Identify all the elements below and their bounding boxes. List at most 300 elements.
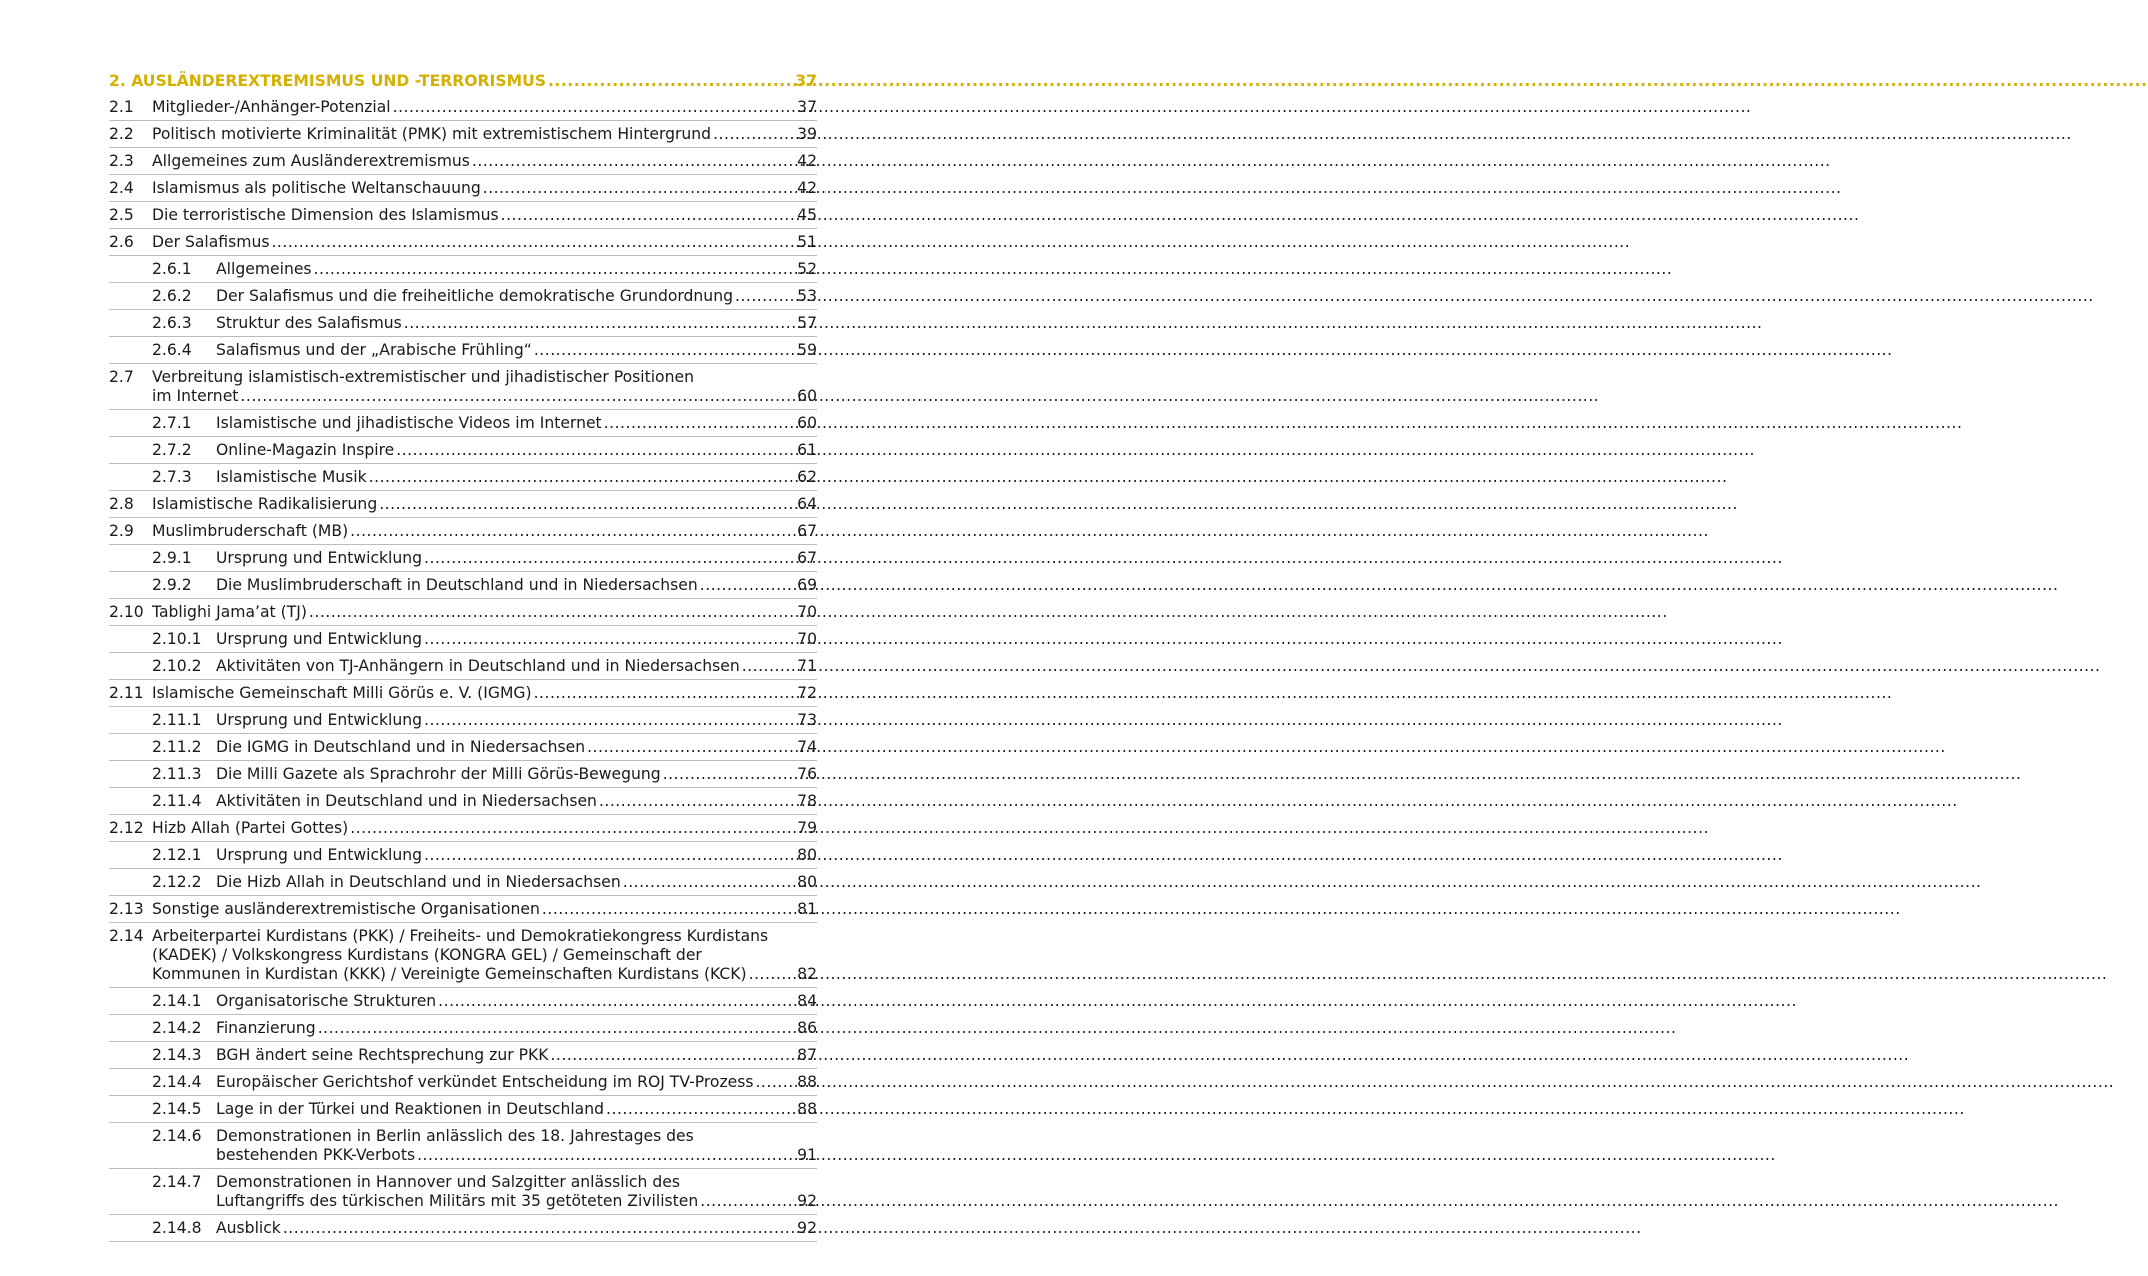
entry-last-line bbox=[216, 468, 817, 487]
entry-last-line bbox=[152, 152, 817, 171]
entry-title: Aktivitäten von TJ-Anhängern in Deutschland und in Niedersachsen bbox=[216, 657, 740, 675]
entry-text bbox=[152, 125, 817, 144]
entry-page-number: 91 bbox=[797, 1146, 817, 1164]
entry-page-number: 64 bbox=[797, 495, 817, 513]
divider bbox=[109, 1214, 817, 1215]
entry-last-line bbox=[216, 1219, 817, 1238]
toc-entry-block bbox=[109, 1100, 817, 1123]
entry-number: 2.7.3 bbox=[152, 468, 192, 486]
entry-number: 2.6 bbox=[109, 233, 134, 251]
toc-entry-block bbox=[109, 630, 817, 653]
entry-number: 2.5 bbox=[109, 206, 134, 224]
entry-number: 2.14.1 bbox=[152, 992, 202, 1010]
entry-title: Aktivitäten in Deutschland und in Niedersachsen bbox=[216, 792, 597, 810]
leader-dots bbox=[735, 287, 795, 306]
toc-entry-block bbox=[109, 341, 817, 364]
entry-last-line bbox=[152, 603, 817, 622]
entry-last-line bbox=[152, 522, 817, 541]
leader-dots bbox=[755, 1073, 795, 1092]
entry-page-number: 39 bbox=[797, 125, 817, 143]
entry-title: Luftangriffs des türkischen Militärs mit 35 getöteten Zivilisten bbox=[216, 1192, 699, 1210]
toc-entry[interactable] bbox=[109, 441, 817, 460]
leader-dots bbox=[483, 179, 795, 198]
divider bbox=[109, 1241, 817, 1242]
entry-title: Online-Magazin Inspire bbox=[216, 441, 395, 459]
entry-last-line bbox=[216, 711, 817, 730]
toc-entry-block bbox=[109, 900, 817, 923]
entry-text bbox=[216, 992, 817, 1011]
entry-page-number: 82 bbox=[797, 965, 817, 983]
divider bbox=[109, 787, 817, 788]
entry-last-line bbox=[216, 576, 817, 595]
leader-dots bbox=[548, 72, 793, 91]
toc-entry[interactable] bbox=[109, 1046, 817, 1065]
entry-page-number: 80 bbox=[797, 873, 817, 891]
toc-entry[interactable] bbox=[109, 98, 817, 117]
entry-page-number: 92 bbox=[797, 1192, 817, 1210]
entry-title: Sonstige ausländerextremistische Organisationen bbox=[152, 900, 540, 918]
entry-page-number: 76 bbox=[797, 765, 817, 783]
toc-entry[interactable] bbox=[109, 414, 817, 433]
toc-entry[interactable] bbox=[109, 495, 817, 514]
entry-number: 2.7.1 bbox=[152, 414, 192, 432]
leader-dots bbox=[404, 314, 795, 333]
toc-entry[interactable] bbox=[109, 522, 817, 541]
divider bbox=[109, 544, 817, 545]
leader-dots bbox=[424, 549, 795, 568]
toc-entry[interactable] bbox=[109, 603, 817, 622]
entry-text bbox=[152, 603, 817, 622]
toc-entry-block bbox=[109, 992, 817, 1015]
leader-dots bbox=[742, 657, 795, 676]
leader-dots bbox=[350, 819, 795, 838]
leader-dots bbox=[314, 260, 796, 279]
entry-last-line bbox=[152, 387, 817, 406]
entry-title: Ursprung und Entwicklung bbox=[216, 711, 423, 729]
entry-last-line bbox=[216, 414, 817, 433]
entry-title: Ausblick bbox=[216, 1219, 281, 1237]
toc-entry[interactable] bbox=[109, 819, 817, 838]
entry-text bbox=[216, 1073, 817, 1092]
entry-page-number: 45 bbox=[797, 206, 817, 224]
toc-entry[interactable] bbox=[109, 1019, 817, 1038]
entry-page-number: 79 bbox=[797, 819, 817, 837]
toc-entry[interactable] bbox=[109, 846, 817, 865]
entry-last-line bbox=[216, 657, 817, 676]
divider bbox=[109, 1014, 817, 1015]
entry-text bbox=[152, 927, 817, 984]
leader-dots bbox=[318, 1019, 795, 1038]
toc-entry[interactable] bbox=[109, 576, 817, 595]
entry-title: Allgemeines bbox=[216, 260, 312, 278]
toc-entry-block bbox=[109, 1046, 817, 1069]
chapter-title: AUSLÄNDEREXTREMISMUS UND -TERRORISMUS bbox=[131, 72, 546, 90]
divider bbox=[109, 868, 817, 869]
entry-last-line bbox=[216, 846, 817, 865]
entry-text bbox=[216, 738, 817, 757]
entry-number: 2.2 bbox=[109, 125, 134, 143]
entry-page-number: 67 bbox=[797, 549, 817, 567]
toc-entry-block bbox=[109, 287, 817, 310]
entry-title: Islamistische Musik bbox=[216, 468, 367, 486]
entry-title: Europäischer Gerichtshof verkündet Entscheidung im ROJ TV-Prozess bbox=[216, 1073, 754, 1091]
entry-page-number: 60 bbox=[797, 387, 817, 405]
toc-chapter-heading[interactable] bbox=[109, 72, 817, 91]
toc-entry[interactable] bbox=[109, 1127, 817, 1165]
entry-number: 2.9.2 bbox=[152, 576, 192, 594]
entry-title: Politisch motivierte Kriminalität (PMK) mit extremistischem Hintergrund bbox=[152, 125, 712, 143]
entry-title: Muslimbruderschaft (MB) bbox=[152, 522, 349, 540]
toc-entry[interactable] bbox=[109, 233, 817, 252]
entry-last-line bbox=[216, 1146, 817, 1165]
entry-page-number: 51 bbox=[797, 233, 817, 251]
toc-entry[interactable] bbox=[109, 1100, 817, 1119]
entry-text bbox=[216, 1219, 817, 1238]
divider bbox=[109, 625, 817, 626]
entry-title: Die terroristische Dimension des Islamismus bbox=[152, 206, 499, 224]
entry-last-line bbox=[152, 684, 817, 703]
leader-dots bbox=[700, 1192, 795, 1211]
entry-text bbox=[216, 287, 817, 306]
leader-dots bbox=[240, 387, 795, 406]
leader-dots bbox=[472, 152, 795, 171]
toc-entry[interactable] bbox=[109, 738, 817, 757]
entry-number: 2.3 bbox=[109, 152, 134, 170]
toc-entry[interactable] bbox=[109, 630, 817, 649]
entry-page-number: 69 bbox=[797, 576, 817, 594]
entry-last-line bbox=[216, 341, 817, 360]
toc-entry[interactable] bbox=[109, 711, 817, 730]
entry-title: Salafismus und der „Arabische Frühling“ bbox=[216, 341, 532, 359]
divider bbox=[109, 436, 817, 437]
entry-page-number: 59 bbox=[797, 341, 817, 359]
entry-last-line bbox=[216, 992, 817, 1011]
divider bbox=[109, 652, 817, 653]
toc-entry-block bbox=[109, 819, 817, 842]
divider bbox=[109, 490, 817, 491]
entry-text bbox=[216, 341, 817, 360]
entry-page-number: 37 bbox=[797, 98, 817, 116]
toc-entry[interactable] bbox=[109, 1219, 817, 1238]
entry-page-number: 53 bbox=[797, 287, 817, 305]
entry-title: Allgemeines zum Ausländerextremismus bbox=[152, 152, 470, 170]
entry-text bbox=[216, 846, 817, 865]
entry-text bbox=[152, 684, 817, 703]
entry-text bbox=[216, 711, 817, 730]
toc-entry-block bbox=[109, 495, 817, 518]
leader-dots bbox=[309, 603, 795, 622]
entry-page-number: 61 bbox=[797, 441, 817, 459]
entry-text bbox=[216, 576, 817, 595]
entry-last-line bbox=[216, 1073, 817, 1092]
entry-page-number: 88 bbox=[797, 1073, 817, 1091]
entry-last-line bbox=[216, 314, 817, 333]
divider bbox=[109, 1168, 817, 1169]
entry-page-number: 71 bbox=[797, 657, 817, 675]
entry-title: Struktur des Salafismus bbox=[216, 314, 402, 332]
toc-entry[interactable] bbox=[109, 368, 817, 406]
toc-entry-block bbox=[109, 603, 817, 626]
entry-number: 2.10 bbox=[109, 603, 144, 621]
entry-number: 2.13 bbox=[109, 900, 144, 918]
divider bbox=[109, 1122, 817, 1123]
entry-title: im Internet bbox=[152, 387, 239, 405]
toc-entry[interactable] bbox=[109, 179, 817, 198]
entry-number: 2.12 bbox=[109, 819, 144, 837]
toc-entry-block bbox=[109, 179, 817, 202]
entry-last-line bbox=[216, 738, 817, 757]
entry-text bbox=[152, 152, 817, 171]
entry-text bbox=[216, 260, 817, 279]
toc-entry-block bbox=[109, 98, 817, 121]
entry-text bbox=[152, 495, 817, 514]
divider bbox=[109, 571, 817, 572]
entry-title: Islamistische Radikalisierung bbox=[152, 495, 378, 513]
entry-page-number: 80 bbox=[797, 846, 817, 864]
leader-dots bbox=[534, 684, 796, 703]
toc-entry-block bbox=[109, 414, 817, 437]
divider bbox=[109, 363, 817, 364]
entry-text bbox=[216, 1173, 817, 1211]
leader-dots bbox=[749, 965, 796, 984]
leader-dots bbox=[424, 711, 795, 730]
entry-title: bestehenden PKK-Verbots bbox=[216, 1146, 416, 1164]
entry-page-number: 72 bbox=[797, 684, 817, 702]
entry-page-number: 62 bbox=[797, 468, 817, 486]
divider bbox=[109, 706, 817, 707]
leader-dots bbox=[606, 1100, 795, 1119]
entry-text bbox=[152, 206, 817, 225]
divider bbox=[109, 987, 817, 988]
entry-number: 2.7 bbox=[109, 368, 134, 386]
entry-number: 2.1 bbox=[109, 98, 134, 116]
leader-dots bbox=[379, 495, 795, 514]
divider bbox=[109, 463, 817, 464]
entry-title: Kommunen in Kurdistan (KKK) / Vereinigte Gemeinschaften Kurdistans (KCK) bbox=[152, 965, 747, 983]
entry-text bbox=[152, 522, 817, 541]
entry-last-line bbox=[152, 233, 817, 252]
divider bbox=[109, 1068, 817, 1069]
divider bbox=[109, 282, 817, 283]
entry-number: 2.14.6 bbox=[152, 1127, 202, 1145]
divider bbox=[109, 409, 817, 410]
divider bbox=[109, 201, 817, 202]
entry-title: Mitglieder-/Anhänger-Potenzial bbox=[152, 98, 391, 116]
divider bbox=[109, 598, 817, 599]
entry-number: 2.14.7 bbox=[152, 1173, 202, 1191]
entry-text bbox=[216, 792, 817, 811]
toc-entry[interactable] bbox=[109, 549, 817, 568]
divider bbox=[109, 922, 817, 923]
toc-entry[interactable] bbox=[109, 792, 817, 811]
divider bbox=[109, 517, 817, 518]
entry-number: 2.11.4 bbox=[152, 792, 202, 810]
entry-text bbox=[152, 179, 817, 198]
chapter-number: 2. bbox=[109, 72, 126, 90]
leader-dots bbox=[550, 1046, 795, 1065]
toc-entry-block bbox=[109, 260, 817, 283]
entry-number: 2.14.8 bbox=[152, 1219, 202, 1237]
leader-dots bbox=[700, 576, 795, 595]
entry-text bbox=[216, 414, 817, 433]
toc-entry-block bbox=[109, 657, 817, 680]
entry-last-line bbox=[216, 1100, 817, 1119]
entry-text bbox=[152, 98, 817, 117]
toc-entry[interactable] bbox=[109, 684, 817, 703]
entry-last-line bbox=[152, 900, 817, 919]
toc-entry-block bbox=[109, 368, 817, 410]
leader-dots bbox=[623, 873, 795, 892]
entry-page-number: 73 bbox=[797, 711, 817, 729]
entry-last-line bbox=[152, 495, 817, 514]
entry-last-line bbox=[216, 873, 817, 892]
toc-entry[interactable] bbox=[109, 152, 817, 171]
toc-entry[interactable] bbox=[109, 125, 817, 144]
toc-entry[interactable] bbox=[109, 992, 817, 1011]
chapter-page-number: 37 bbox=[795, 72, 817, 90]
entry-number: 2.14.3 bbox=[152, 1046, 202, 1064]
entry-title: Ursprung und Entwicklung bbox=[216, 549, 423, 567]
entry-page-number: 74 bbox=[797, 738, 817, 756]
entry-title-line: Arbeiterpartei Kurdistans (PKK) / Freiheits- und Demokratiekongress Kurdistans bbox=[152, 927, 769, 945]
toc-entry-block bbox=[109, 549, 817, 572]
toc-entry[interactable] bbox=[109, 1073, 817, 1092]
toc-entry-block bbox=[109, 765, 817, 788]
entry-page-number: 57 bbox=[797, 314, 817, 332]
entry-number: 2.4 bbox=[109, 179, 134, 197]
entry-number: 2.9.1 bbox=[152, 549, 192, 567]
entry-title: Tablighi Jama’at (TJ) bbox=[152, 603, 307, 621]
entry-title-line: Demonstrationen in Berlin anlässlich des 18. Jahrestages des bbox=[216, 1127, 694, 1145]
entry-title: Islamistische und jihadistische Videos im Internet bbox=[216, 414, 602, 432]
entry-last-line bbox=[152, 179, 817, 198]
entry-page-number: 67 bbox=[797, 522, 817, 540]
entry-text bbox=[216, 765, 817, 784]
entry-page-number: 42 bbox=[797, 152, 817, 170]
toc-entry[interactable] bbox=[109, 873, 817, 892]
entry-title: Ursprung und Entwicklung bbox=[216, 846, 423, 864]
entry-page-number: 70 bbox=[797, 603, 817, 621]
entry-number: 2.14.4 bbox=[152, 1073, 202, 1091]
leader-dots bbox=[534, 341, 795, 360]
divider bbox=[109, 895, 817, 896]
entry-number: 2.12.2 bbox=[152, 873, 202, 891]
toc-entry-block bbox=[109, 576, 817, 599]
toc-entry[interactable] bbox=[109, 927, 817, 984]
divider bbox=[109, 336, 817, 337]
entry-number: 2.6.3 bbox=[152, 314, 192, 332]
entry-last-line bbox=[216, 1046, 817, 1065]
toc-entry-block bbox=[109, 522, 817, 545]
entry-number: 2.6.4 bbox=[152, 341, 192, 359]
entry-text bbox=[216, 657, 817, 676]
toc-entry[interactable] bbox=[109, 260, 817, 279]
leader-dots bbox=[283, 1219, 795, 1238]
divider bbox=[109, 1041, 817, 1042]
leader-dots bbox=[417, 1146, 795, 1165]
divider bbox=[109, 228, 817, 229]
divider bbox=[109, 760, 817, 761]
toc-entry[interactable] bbox=[109, 657, 817, 676]
entry-last-line bbox=[216, 792, 817, 811]
entry-number: 2.11.1 bbox=[152, 711, 202, 729]
entry-number: 2.14.2 bbox=[152, 1019, 202, 1037]
divider bbox=[109, 814, 817, 815]
entry-title: Der Salafismus und die freiheitliche demokratische Grundordnung bbox=[216, 287, 733, 305]
divider bbox=[109, 309, 817, 310]
entry-number: 2.6.2 bbox=[152, 287, 192, 305]
divider bbox=[109, 255, 817, 256]
entry-title: Die Muslimbruderschaft in Deutschland und in Niedersachsen bbox=[216, 576, 698, 594]
divider bbox=[109, 120, 817, 121]
leader-dots bbox=[424, 630, 795, 649]
entry-last-line bbox=[152, 965, 817, 984]
toc-entry-block bbox=[109, 738, 817, 761]
toc-entry[interactable] bbox=[109, 900, 817, 919]
entry-number: 2.11.3 bbox=[152, 765, 202, 783]
toc-entry-block bbox=[109, 1127, 817, 1169]
toc-entry[interactable] bbox=[109, 314, 817, 333]
entry-last-line bbox=[152, 206, 817, 225]
entry-title: Die Milli Gazete als Sprachrohr der Milli Görüs-Bewegung bbox=[216, 765, 661, 783]
entry-title: Die Hizb Allah in Deutschland und in Niedersachsen bbox=[216, 873, 621, 891]
entry-page-number: 52 bbox=[797, 260, 817, 278]
toc-entry[interactable] bbox=[109, 468, 817, 487]
divider bbox=[109, 1095, 817, 1096]
entry-number: 2.8 bbox=[109, 495, 134, 513]
toc-entry-block bbox=[109, 792, 817, 815]
toc-entry-block bbox=[109, 684, 817, 707]
entry-text bbox=[216, 873, 817, 892]
entry-last-line bbox=[216, 287, 817, 306]
entry-text bbox=[216, 314, 817, 333]
leader-dots bbox=[604, 414, 795, 433]
toc-entry-block bbox=[109, 314, 817, 337]
entry-title: BGH ändert seine Rechtsprechung zur PKK bbox=[216, 1046, 549, 1064]
toc-entry[interactable] bbox=[109, 1173, 817, 1211]
entry-number: 2.14.5 bbox=[152, 1100, 202, 1118]
toc-entry-list bbox=[109, 98, 817, 1242]
divider bbox=[109, 147, 817, 148]
entry-title: Ursprung und Entwicklung bbox=[216, 630, 423, 648]
table-of-contents bbox=[109, 72, 817, 1246]
toc-entry-block bbox=[109, 441, 817, 464]
toc-entry-block bbox=[109, 711, 817, 734]
entry-title: Der Salafismus bbox=[152, 233, 270, 251]
leader-dots bbox=[663, 765, 795, 784]
entry-number: 2.7.2 bbox=[152, 441, 192, 459]
leader-dots bbox=[501, 206, 795, 225]
entry-last-line bbox=[216, 1019, 817, 1038]
entry-number: 2.10.1 bbox=[152, 630, 202, 648]
entry-page-number: 60 bbox=[797, 414, 817, 432]
toc-entry[interactable] bbox=[109, 287, 817, 306]
entry-last-line bbox=[216, 765, 817, 784]
entry-text bbox=[216, 1046, 817, 1065]
entry-text bbox=[216, 441, 817, 460]
entry-page-number: 42 bbox=[797, 179, 817, 197]
entry-last-line bbox=[216, 441, 817, 460]
toc-entry[interactable] bbox=[109, 206, 817, 225]
toc-entry[interactable] bbox=[109, 765, 817, 784]
entry-text bbox=[216, 1127, 817, 1165]
entry-title: Finanzierung bbox=[216, 1019, 316, 1037]
toc-entry[interactable] bbox=[109, 341, 817, 360]
toc-entry-block bbox=[109, 1019, 817, 1042]
entry-page-number: 84 bbox=[797, 992, 817, 1010]
entry-title: Islamische Gemeinschaft Milli Görüs e. V. (IGMG) bbox=[152, 684, 532, 702]
toc-entry-block bbox=[109, 927, 817, 988]
